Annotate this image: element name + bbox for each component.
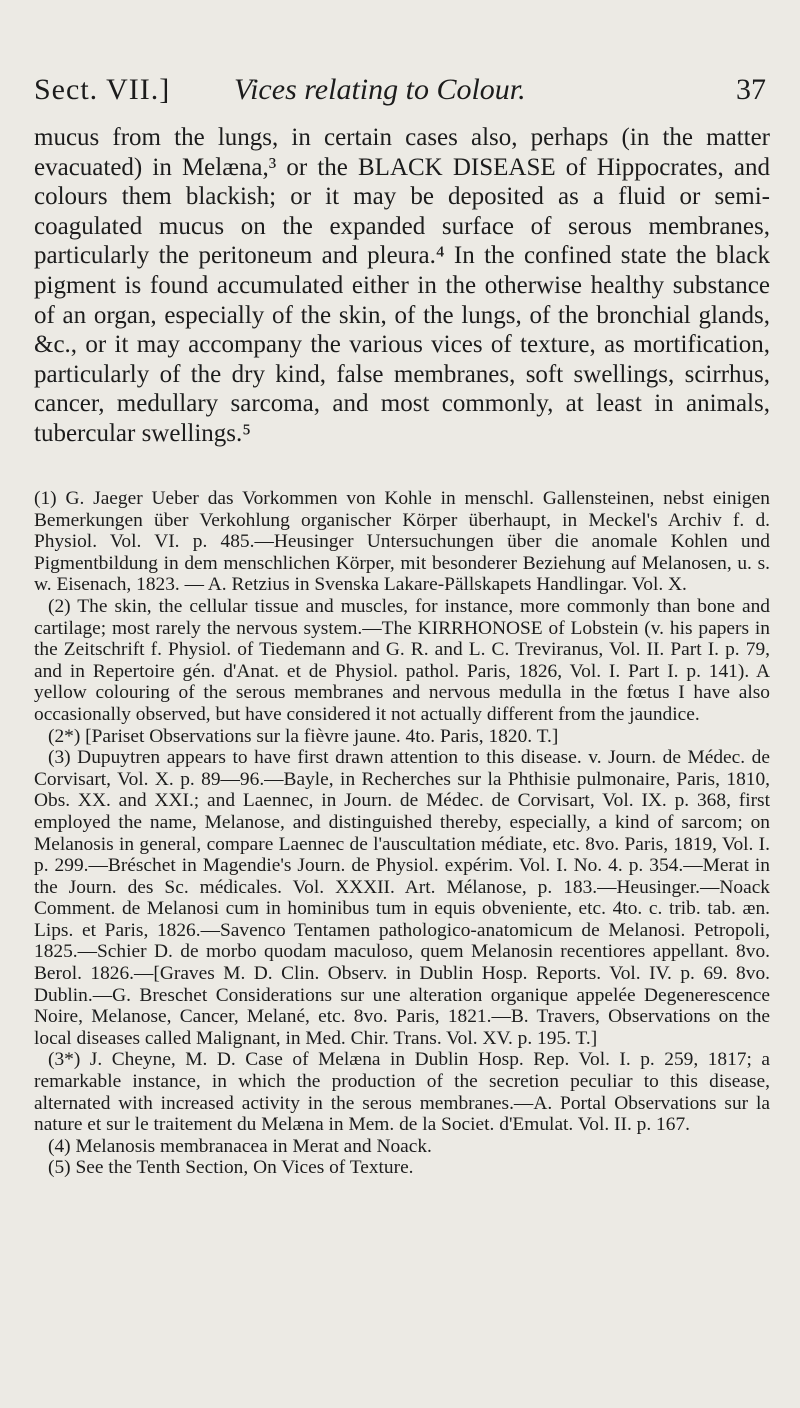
footnote-3: (3) Dupuytren appears to have first drawn attention to this disease. v. Journ. de Médec. de Corvisart, Vol. X. p. 89—96.—Bayle, in Recherches sur la Phthisie pulmonaire, Paris, 1810, Obs. XX. and XXI.; and Laennec, in Journ. de Médec. de Corvisart, Vol. IX. p. 368, first employed the name, Melanose, and distinguished thereby, especially, a kind of sarcom; on Melanosis in general, compare Laennec de l'auscultation médiate, etc. 8vo. Paris, 1819, Vol. I. p. 299.—Bréschet in Magendie's Journ. de Physiol. expérim. Vol. I. No. 4. p. 354.—Merat in the Journ. des Sc. médicales. Vol. XXXII. Art. Mélanose, p. 183.—Heusinger.—Noack Comment. de Melanosi cum in hominibus tum in equis obveniente, etc. 4to. c. trib. tab. æn. Lips. et Paris, 1826.—Savenco Tentamen pathologico-anatomicum de Melanosi. Petropoli, 1825.—Schier D. de morbo quodam maculoso, quem Melanosin recentiores appellant. 8vo. Berol. 1826.—[Graves M. D. Clin. Observ. in Dublin Hosp. Reports. Vol. IV. p. 69. 8vo. Dublin.—G. Breschet Considerations sur une alteration organique appelée Degenerescence Noire, Melanose, Cancer, Melané, etc. 8vo. Paris, 1821.—B. Travers, Observations on the local diseases called Malignant, in Med. Chir. Trans. Vol. XV. p. 195. T.] [34,747,770,1049]
footnote-2: (2) The skin, the cellular tissue and muscles, for instance, more commonly than bone and cartilage; most rarely the nervous system.—The KIRRHONOSE of Lobstein (v. his papers in the Zeitschrift f. Physiol. of Tiedemann and G. R. and L. C. Treviranus, Vol. II. Part I. p. 79, and in Repertoire gén. d'Anat. et de Physiol. pathol. Paris, 1826, Vol. I. Part I. p. 141). A yellow colouring of the serous membranes and nervous medulla in the fœtus I have also occasionally observed, but have considered it not actually different from the jaundice. [34,595,770,725]
footnote-1: (1) G. Jaeger Ueber das Vorkommen von Kohle in menschl. Gallensteinen, nebst einigen Bemerkungen über Verkohlung organischer Körper überhaupt, in Meckel's Archiv f. d. Physiol. Vol. VI. p. 485.—Heusinger Untersuchungen über die anomale Kohlen und Pigmentbildung in dem menschlichen Körper, mit besonderer Beziehung auf Melanosen, u. s. w. Eisenach, 1823. — A. Retzius in Svenska Lakare-Pällskapets Handlingar. Vol. X. [34,488,770,596]
section-label: Sect. VII.] [34,73,171,106]
footnote-4: (4) Melanosis membranacea in Merat and Noack. [48,1135,432,1157]
footnotes [34,488,770,1179]
running-title: Vices relating to Colour. [234,73,526,106]
footnote-2-star: (2*) [Pariset Observations sur la fièvre jaune. 4to. Paris, 1820. T.] [48,725,559,747]
main-paragraph: mucus from the lungs, in certain cases also, perhaps (in the matter evacuated) in Melæna,³ or the BLACK DISEASE of Hippocrates, and colours them blackish; or it may be deposited as a fluid or semi-coagulated mucus on the expanded surface of serous membranes, particularly the peritoneum and pleura.⁴ In the confined state the black pigment is found accumulated either in the otherwise healthy substance of an organ, especially of the skin, of the lungs, of the bronchial glands, &c., or it may accompany the various vices of texture, as mortification, particularly of the dry kind, false membranes, soft swellings, scirrhus, cancer, medullary sarcoma, and most commonly, at least in animals, tubercular swellings.⁵ [34,124,770,447]
page-number: 37 [736,73,766,106]
footnote-3-star: (3*) J. Cheyne, M. D. Case of Melæna in Dublin Hosp. Rep. Vol. I. p. 259, 1817; a remarkable instance, in which the production of the secretion peculiar to this disease, alternated with increased activity in the serous membranes.—A. Portal Observations sur la nature et sur le traitement du Melæna in Mem. de la Societ. d'Emulat. Vol. II. p. 167. [34,1049,770,1136]
running-head [34,70,766,110]
footnote-5: (5) See the Tenth Section, On Vices of Texture. [48,1157,414,1179]
